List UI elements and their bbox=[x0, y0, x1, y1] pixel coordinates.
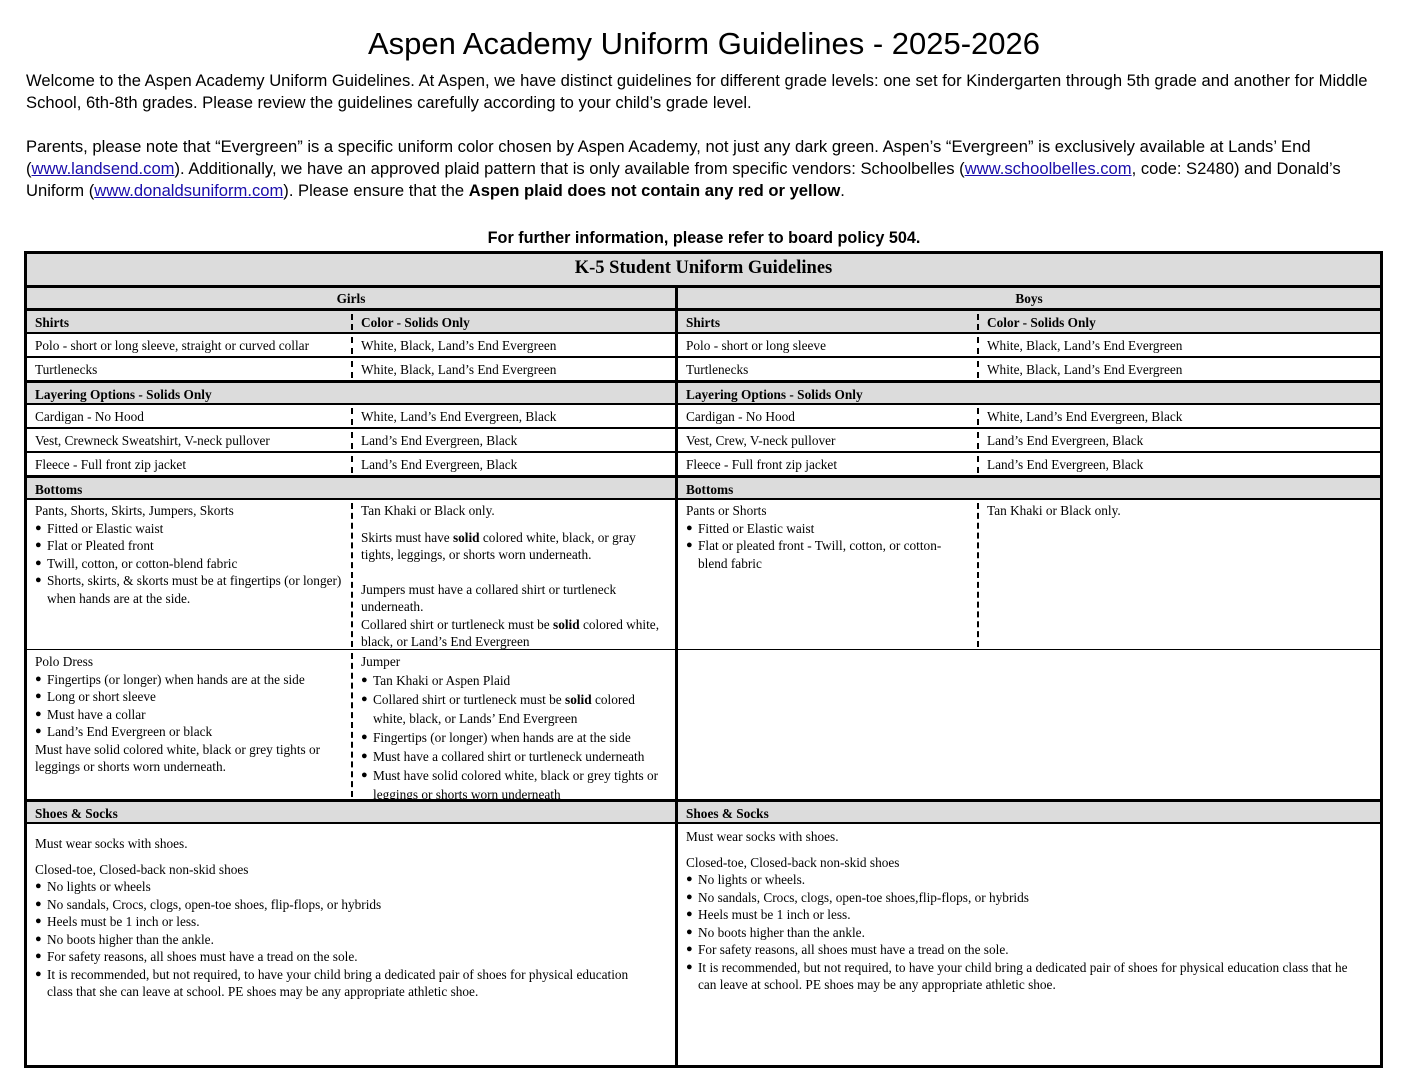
list-item: ● Must have a collared shirt or turtleneck underneath bbox=[361, 747, 671, 766]
intro-text-segment: , code: S2480) and Donald’s Uniform ( bbox=[26, 159, 1341, 200]
boys-layering-color: Land’s End Evergreen, Black bbox=[987, 457, 1144, 472]
table-title: K-5 Student Uniform Guidelines bbox=[574, 258, 833, 278]
boys-shirt-color: White, Black, Land’s End Evergreen bbox=[987, 362, 1183, 377]
boys-shoes-line2: Closed-toe, Closed-back non-skid shoes bbox=[686, 854, 900, 870]
plaid-warning: Aspen plaid does not contain any red or yellow bbox=[468, 181, 841, 200]
polo-dress-cell bbox=[27, 651, 351, 778]
list-item: ● For safety reasons, all shoes must have a tread on the sole. bbox=[35, 948, 635, 966]
list-item: ● It is recommended, but not required, to have your child bring a dedicated pair of shoes for physical education class that she can leave at school. PE shoes may be any appropriate athletic shoe. bbox=[35, 966, 635, 1001]
boys-bottoms-heading: Bottoms bbox=[686, 482, 734, 497]
intro-text-segment: ). Please ensure that the bbox=[283, 181, 469, 200]
list-item: ● No sandals, Crocs, clogs, open-toe shoes, flip-flops, or hybrids bbox=[35, 896, 635, 914]
girls-shirt-color: White, Black, Land’s End Evergreen bbox=[361, 338, 557, 353]
polo-dress-list bbox=[35, 671, 343, 741]
girls-bottoms-list bbox=[35, 520, 343, 608]
boys-shirt-color: White, Black, Land’s End Evergreen bbox=[987, 338, 1183, 353]
shirts-header-row bbox=[27, 311, 1380, 334]
list-item: ● Fingertips (or longer) when hands are at the side bbox=[361, 728, 671, 747]
list-item: ● Long or short sleeve bbox=[35, 688, 343, 706]
layering-header-row bbox=[27, 383, 1380, 405]
list-item: ● Fitted or Elastic waist bbox=[35, 520, 343, 538]
boys-layering-color: Land’s End Evergreen, Black bbox=[987, 433, 1144, 448]
girls-shoes-cell bbox=[27, 833, 675, 1003]
polo-dress-note: Must have solid colored white, black or grey tights or leggings or shorts worn underneath. bbox=[35, 741, 321, 774]
boys-layering-item: Cardigan - No Hood bbox=[686, 409, 795, 424]
boys-header: Boys bbox=[1015, 291, 1043, 306]
intro-text bbox=[26, 70, 1386, 202]
list-item: ● Tan Khaki or Aspen Plaid bbox=[361, 671, 671, 690]
girls-header: Girls bbox=[336, 291, 366, 306]
boys-layering-item: Vest, Crew, V-neck pullover bbox=[686, 433, 836, 448]
list-item: ● Heels must be 1 inch or less. bbox=[686, 906, 1360, 924]
boys-bottoms-heading-text: Pants or Shorts bbox=[686, 503, 767, 518]
list-item: ● Fitted or Elastic waist bbox=[686, 520, 969, 538]
girls-layering-item: Vest, Crewneck Sweatshirt, V-neck pullover bbox=[35, 433, 270, 448]
list-item bbox=[361, 690, 671, 728]
boys-bottoms-list bbox=[686, 520, 969, 573]
boys-shoes-cell bbox=[678, 826, 1380, 996]
girls-layering-color: Land’s End Evergreen, Black bbox=[361, 457, 518, 472]
list-item: ● For safety reasons, all shoes must have a tread on the sole. bbox=[686, 941, 1360, 959]
gender-header-row bbox=[27, 288, 1380, 311]
girls-shirt-color: White, Black, Land’s End Evergreen bbox=[361, 362, 557, 377]
girls-shoes-list bbox=[35, 878, 635, 1001]
girls-shirt-item: Turtlenecks bbox=[35, 362, 98, 377]
boys-layering-item: Fleece - Full front zip jacket bbox=[686, 457, 838, 472]
shoes-header-row bbox=[27, 802, 1380, 824]
list-item: ● Heels must be 1 inch or less. bbox=[35, 913, 635, 931]
boys-shirt-item: Polo - short or long sleeve bbox=[686, 338, 826, 353]
intro-text-segment: . bbox=[840, 181, 845, 200]
policy-note: For further information, please refer to board policy 504. bbox=[487, 229, 921, 247]
polo-dress-heading: Polo Dress bbox=[35, 654, 93, 669]
table-row bbox=[27, 405, 1380, 429]
girls-shoes-heading: Shoes & Socks bbox=[35, 806, 118, 821]
girls-bottoms-heading-text: Pants, Shorts, Skirts, Jumpers, Skorts bbox=[35, 503, 234, 518]
dress-jumper-row bbox=[27, 650, 1380, 802]
girls-shirts-heading: Shirts bbox=[35, 315, 69, 330]
skirts-rule bbox=[361, 529, 667, 564]
girls-bottoms-color: Tan Khaki or Black only. bbox=[361, 503, 495, 518]
bottoms-detail-row bbox=[27, 500, 1380, 650]
table-row bbox=[27, 453, 1380, 478]
table-title-row bbox=[27, 254, 1380, 288]
boys-shirts-heading: Shirts bbox=[686, 315, 720, 330]
girls-color-heading: Color - Solids Only bbox=[361, 315, 470, 330]
boys-color-heading: Color - Solids Only bbox=[987, 315, 1096, 330]
boys-layering-heading: Layering Options - Solids Only bbox=[686, 387, 863, 402]
intro-paragraph-2 bbox=[26, 136, 1386, 202]
boys-shoes-line1: Must wear socks with shoes. bbox=[686, 829, 839, 844]
jumper-list bbox=[361, 671, 671, 804]
collared-rule bbox=[361, 616, 667, 651]
girls-bottoms-heading: Bottoms bbox=[35, 482, 83, 497]
list-item: ● No boots higher than the ankle. bbox=[686, 924, 1360, 942]
boys-bottoms-cell bbox=[678, 500, 977, 574]
list-item: ● No lights or wheels bbox=[35, 878, 635, 896]
bottoms-header-row bbox=[27, 478, 1380, 500]
boys-layering-color: White, Land’s End Evergreen, Black bbox=[987, 409, 1183, 424]
jumpers-rule: Jumpers must have a collared shirt or turtleneck underneath. bbox=[361, 581, 617, 614]
girls-shirt-item: Polo - short or long sleeve, straight or curved collar bbox=[35, 338, 309, 353]
landsend-link[interactable]: www.landsend.com bbox=[31, 159, 175, 178]
list-item: ● No boots higher than the ankle. bbox=[35, 931, 635, 949]
girls-layering-color: Land’s End Evergreen, Black bbox=[361, 433, 518, 448]
text-segment: colored white, black, or gray tights, leggings, or shorts worn underneath. bbox=[361, 529, 636, 562]
text-segment: Collared shirt or turtleneck must be bbox=[373, 691, 566, 707]
list-item: ● Shorts, skirts, & skorts must be at fingertips (or longer) when hands are at the side. bbox=[35, 572, 343, 607]
jumper-heading: Jumper bbox=[361, 654, 401, 669]
list-item: ● Land’s End Evergreen or black bbox=[35, 723, 343, 741]
girls-layering-heading: Layering Options - Solids Only bbox=[35, 387, 212, 402]
jumper-cell bbox=[353, 651, 675, 806]
page-title: Aspen Academy Uniform Guidelines - 2025-2026 bbox=[367, 26, 1041, 61]
table-row bbox=[27, 429, 1380, 453]
schoolbelles-link[interactable]: www.schoolbelles.com bbox=[964, 159, 1132, 178]
text-segment: Collared shirt or turtleneck must be bbox=[361, 616, 554, 632]
boys-bottoms-color: Tan Khaki or Black only. bbox=[987, 503, 1121, 518]
text-segment: solid bbox=[452, 529, 480, 545]
text-segment: colored white, black, or Land’s End Evergreen bbox=[361, 616, 660, 649]
boys-shoes-list bbox=[686, 871, 1360, 994]
list-item: ● Must have a collar bbox=[35, 706, 343, 724]
list-item: ● Fingertips (or longer) when hands are at the side bbox=[35, 671, 343, 689]
list-item: ● Flat or pleated front - Twill, cotton, or cotton-blend fabric bbox=[686, 537, 969, 572]
girls-bottoms-cell bbox=[27, 500, 351, 609]
list-item: ● Must have solid colored white, black or grey tights or leggings or shorts worn underneath bbox=[361, 766, 671, 804]
girls-shoes-line1: Must wear socks with shoes. bbox=[35, 836, 188, 851]
intro-text-segment: ). Additionally, we have an approved plaid pattern that is only available from specific vendors: Schoolbelles ( bbox=[174, 159, 965, 178]
text-segment: solid bbox=[553, 616, 580, 632]
girls-layering-color: White, Land’s End Evergreen, Black bbox=[361, 409, 557, 424]
shoes-detail-row bbox=[27, 824, 1380, 1065]
list-item: ● It is recommended, but not required, to have your child bring a dedicated pair of shoes for physical education class that he can leave at school. PE shoes may be any appropriate athletic shoe. bbox=[686, 959, 1360, 994]
text-segment: Skirts must have bbox=[361, 529, 453, 545]
list-item: ● Twill, cotton, or cotton-blend fabric bbox=[35, 555, 343, 573]
text-segment: colored white, black, or Lands’ End Evergreen bbox=[373, 691, 635, 726]
girls-layering-item: Cardigan - No Hood bbox=[35, 409, 144, 424]
boys-shoes-heading: Shoes & Socks bbox=[686, 806, 769, 821]
intro-text-segment: Parents, please note that “Evergreen” is a specific uniform color chosen by Aspen Academy, not just any dark green. Aspen’s “Evergreen” is exclusively available at Lands’ End ( bbox=[26, 137, 1311, 178]
table-row bbox=[27, 334, 1380, 358]
boys-shirt-item: Turtlenecks bbox=[686, 362, 749, 377]
table-row bbox=[27, 358, 1380, 383]
girls-layering-item: Fleece - Full front zip jacket bbox=[35, 457, 187, 472]
text-segment: solid bbox=[565, 691, 592, 707]
donaldsuniform-link[interactable]: www.donaldsuniform.com bbox=[94, 181, 284, 200]
list-item: ● No lights or wheels. bbox=[686, 871, 1360, 889]
girls-bottoms-color-cell bbox=[353, 500, 675, 653]
girls-shoes-line2: Closed-toe, Closed-back non-skid shoes bbox=[35, 861, 249, 877]
list-item: ● Flat or Pleated front bbox=[35, 537, 343, 555]
list-item: ● No sandals, Crocs, clogs, open-toe shoes,flip-flops, or hybrids bbox=[686, 889, 1360, 907]
uniform-table bbox=[24, 251, 1383, 1068]
intro-paragraph-1: Welcome to the Aspen Academy Uniform Guidelines. At Aspen, we have distinct guidelines for different grade levels: one set for Kindergarten through 5th grade and another for Middle School, 6th-8th grades. Please review the guidelines carefully according to your child’s grade level. bbox=[26, 71, 1368, 112]
